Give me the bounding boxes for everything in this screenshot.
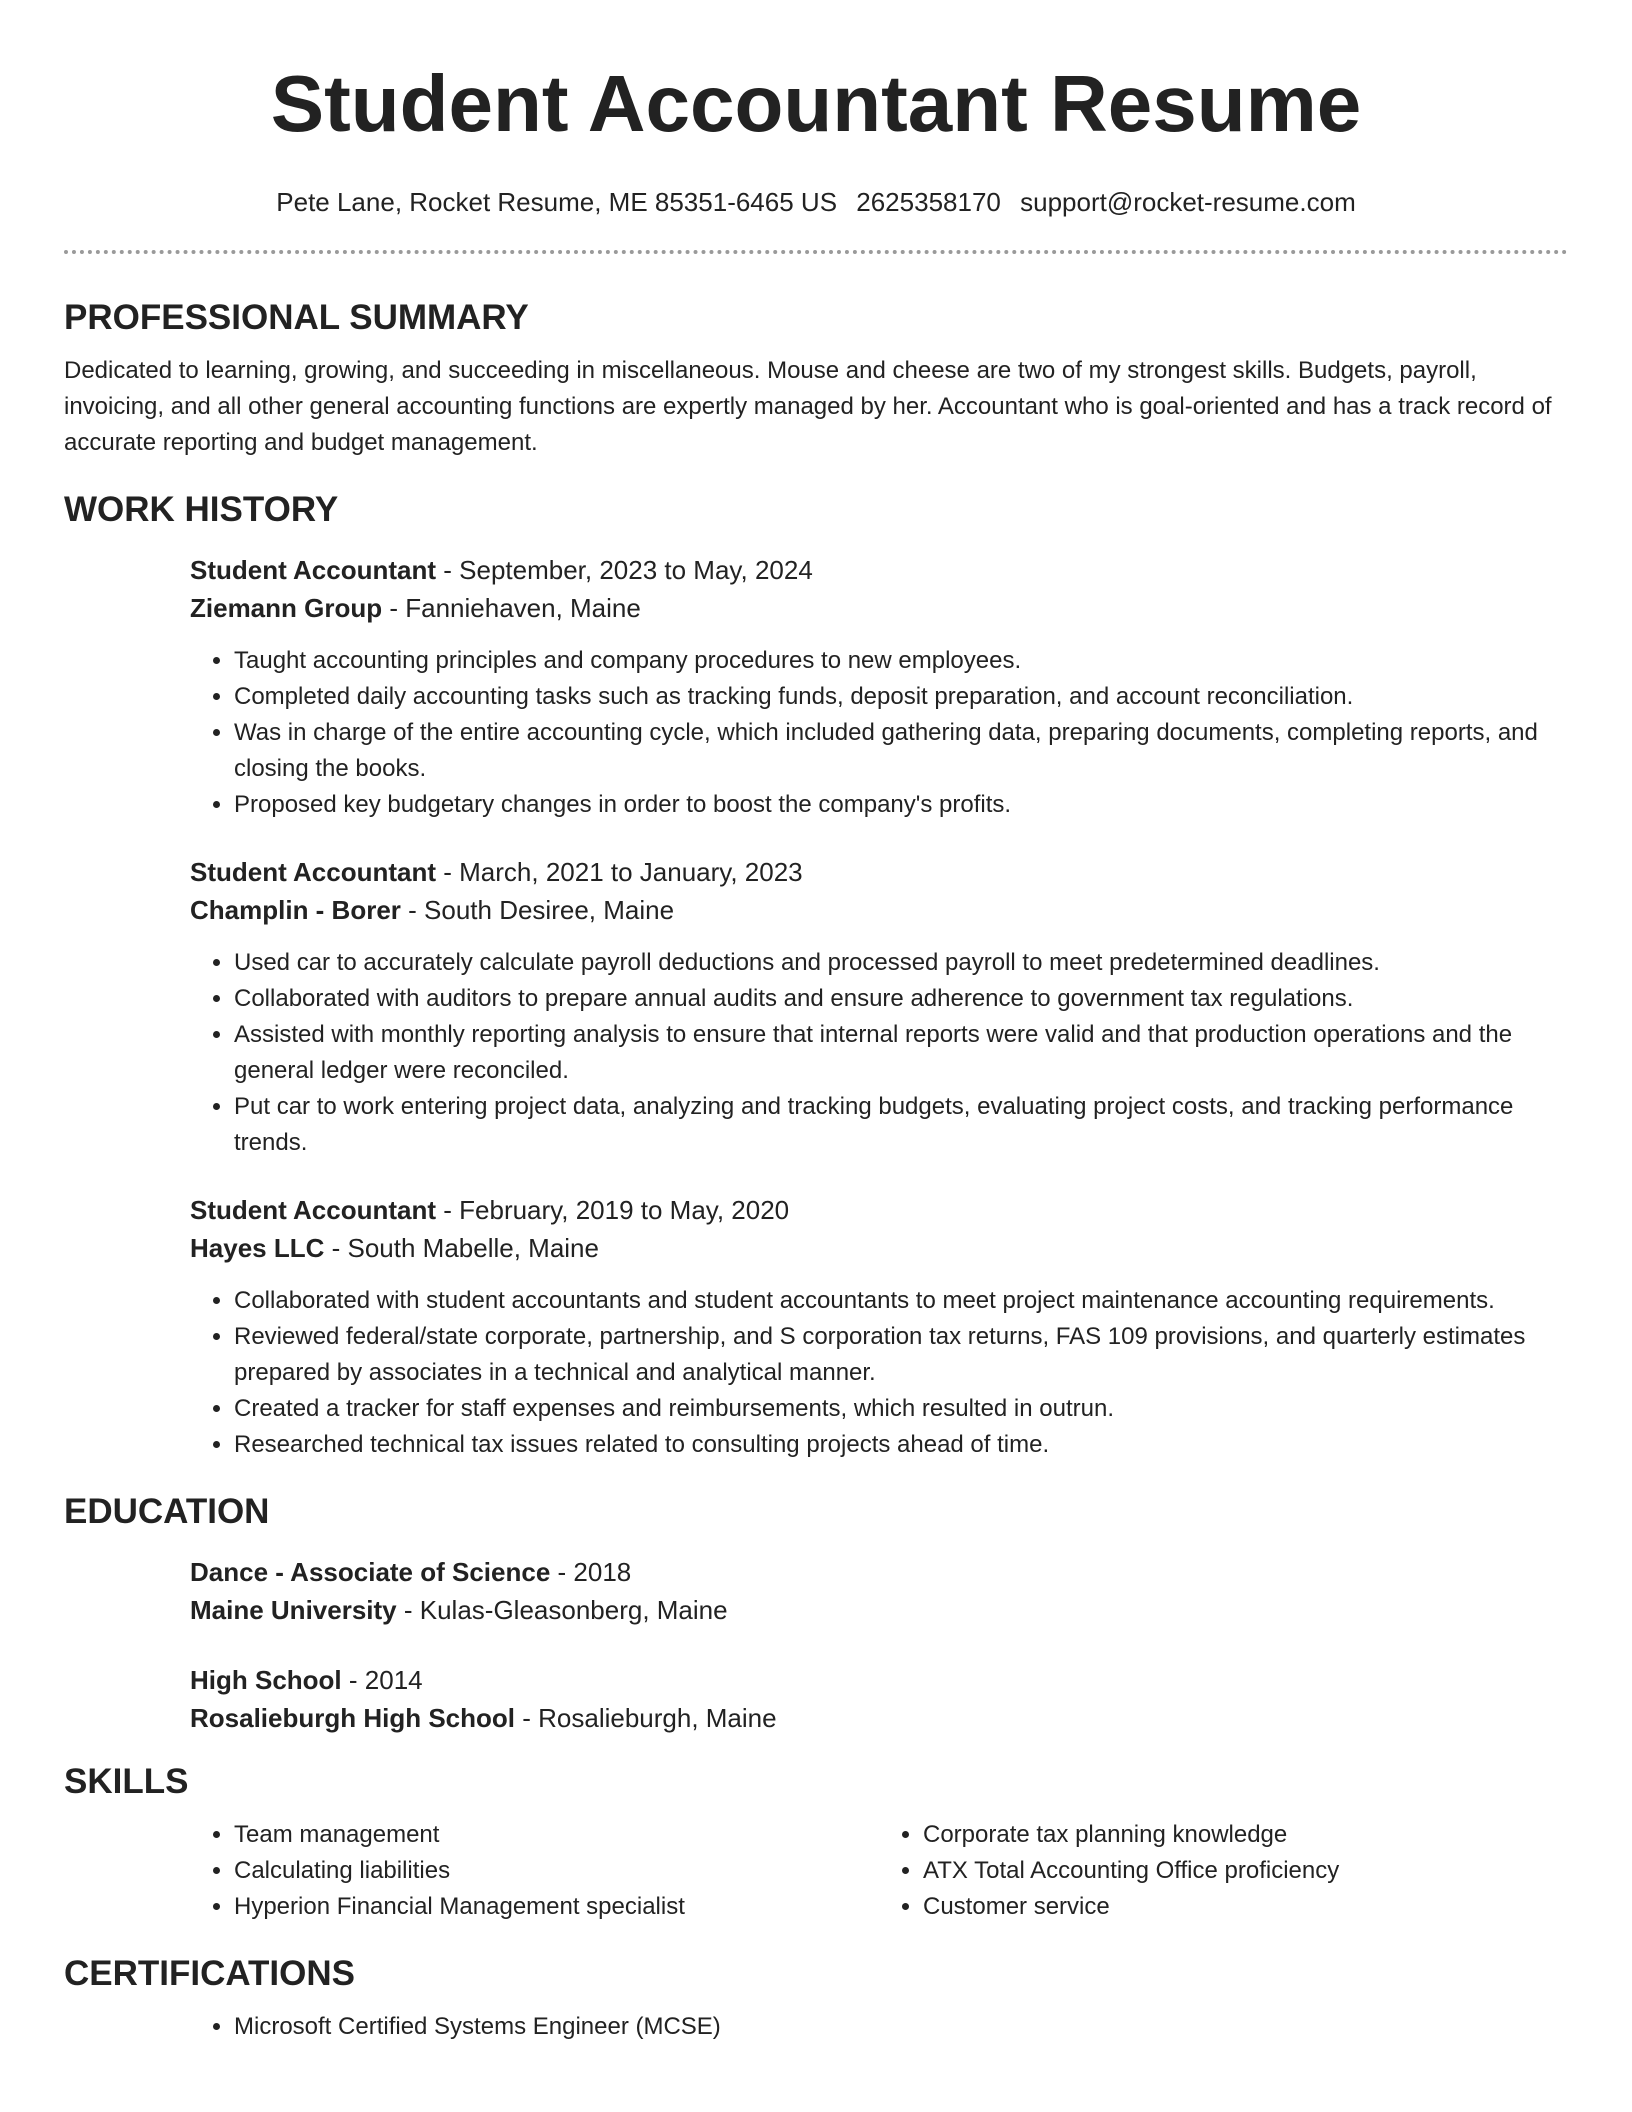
education-school-line <box>190 1699 1568 1737</box>
education-school: Maine University <box>190 1595 397 1625</box>
education-year: - 2014 <box>341 1665 423 1695</box>
job-dates: - February, 2019 to May, 2020 <box>436 1195 790 1225</box>
skills-list-right <box>879 1817 1568 1925</box>
job-bullet: • Assisted with monthly reporting analysis to ensure that internal reports were valid and that production operations and the general ledger were reconciled. <box>234 1017 1568 1089</box>
skill-item: • Hyperion Financial Management specialist <box>234 1889 879 1925</box>
job-bullet: • Put car to work entering project data, analyzing and tracking budgets, evaluating project costs, and tracking performance trends. <box>234 1089 1568 1161</box>
education-year: - 2018 <box>550 1557 632 1587</box>
education-heading: EDUCATION <box>64 1492 270 1531</box>
job-bullet: • Created a tracker for staff expenses and reimbursements, which resulted in outrun. <box>234 1391 1568 1427</box>
job-bullet: • Researched technical tax issues related to consulting projects ahead of time. <box>234 1427 1568 1463</box>
education-location: - Rosalieburgh, Maine <box>515 1703 777 1733</box>
education-degree: Dance - Associate of Science <box>190 1557 551 1587</box>
skill-item: • ATX Total Accounting Office proficiency <box>923 1853 1568 1889</box>
skill-item: • Customer service <box>923 1889 1568 1925</box>
certifications-list <box>190 2009 1568 2045</box>
job-bullet: • Proposed key budgetary changes in order to boost the company's profits. <box>234 787 1568 823</box>
job-title: Student Accountant <box>190 1195 437 1225</box>
job-title-line <box>190 551 1568 589</box>
certifications-heading: CERTIFICATIONS <box>64 1954 356 1993</box>
job-entry <box>190 551 1568 823</box>
education-school-line <box>190 1591 1568 1629</box>
contact-email: support@rocket-resume.com <box>1020 187 1356 217</box>
job-bullets <box>190 1283 1568 1463</box>
job-title: Student Accountant <box>190 857 437 887</box>
job-company-line <box>190 1229 1568 1267</box>
job-company-line <box>190 589 1568 627</box>
job-company: Ziemann Group <box>190 593 383 623</box>
skill-item: • Corporate tax planning knowledge <box>923 1817 1568 1853</box>
job-bullet: • Was in charge of the entire accounting cycle, which included gathering data, preparing documents, completing reports, and closing the books. <box>234 715 1568 787</box>
job-bullet: • Used car to accurately calculate payroll deductions and processed payroll to meet predetermined deadlines. <box>234 945 1568 981</box>
skill-item: • Team management <box>234 1817 879 1853</box>
job-bullet: • Collaborated with auditors to prepare annual audits and ensure adherence to government tax regulations. <box>234 981 1568 1017</box>
education-degree-line <box>190 1553 1568 1591</box>
job-bullet: • Completed daily accounting tasks such as tracking funds, deposit preparation, and account reconciliation. <box>234 679 1568 715</box>
summary-text: Dedicated to learning, growing, and succeeding in miscellaneous. Mouse and cheese are two of my strongest skills. Budgets, payroll, invoicing, and all other general accounting functions are expertly managed by her. Accountant who is goal-oriented and has a track record of accurate reporting and budget management. <box>64 357 1552 456</box>
job-entry <box>190 1191 1568 1463</box>
job-company: Champlin - Borer <box>190 895 401 925</box>
education-entry <box>190 1553 1568 1629</box>
work-history-heading: WORK HISTORY <box>64 490 339 529</box>
job-location: - South Mabelle, Maine <box>324 1233 599 1263</box>
education-degree-line <box>190 1661 1568 1699</box>
skills-list-left <box>190 1817 879 1925</box>
job-location: - Fanniehaven, Maine <box>382 593 641 623</box>
contact-address: Pete Lane, Rocket Resume, ME 85351-6465 US <box>276 187 838 217</box>
job-bullet: • Collaborated with student accountants and student accountants to meet project maintenance accounting requirements. <box>234 1283 1568 1319</box>
job-dates: - March, 2021 to January, 2023 <box>436 857 803 887</box>
job-title: Student Accountant <box>190 555 437 585</box>
contact-phone: 2625358170 <box>856 187 1001 217</box>
education-degree: High School <box>190 1665 342 1695</box>
job-company: Hayes LLC <box>190 1233 325 1263</box>
skill-item: • Calculating liabilities <box>234 1853 879 1889</box>
job-bullet: • Reviewed federal/state corporate, partnership, and S corporation tax returns, FAS 109 provisions, and quarterly estimates prepared by associates in a technical and analytical manner. <box>234 1319 1568 1391</box>
job-title-line <box>190 853 1568 891</box>
education-location: - Kulas-Gleasonberg, Maine <box>396 1595 728 1625</box>
job-dates: - September, 2023 to May, 2024 <box>436 555 813 585</box>
job-entry <box>190 853 1568 1161</box>
job-bullets <box>190 945 1568 1161</box>
certifications-block <box>190 2009 1568 2045</box>
job-bullet: • Taught accounting principles and company procedures to new employees. <box>234 643 1568 679</box>
skills-grid <box>190 1817 1568 1925</box>
contact-line <box>64 186 1568 218</box>
resume-title: Student Accountant Resume <box>270 59 1362 148</box>
header-divider <box>64 250 1568 254</box>
education-school: Rosalieburgh High School <box>190 1703 516 1733</box>
skills-heading: SKILLS <box>64 1762 189 1801</box>
job-company-line <box>190 891 1568 929</box>
job-bullets <box>190 643 1568 823</box>
education-entry <box>190 1661 1568 1737</box>
job-title-line <box>190 1191 1568 1229</box>
certification-item: • Microsoft Certified Systems Engineer (MCSE) <box>234 2009 1568 2045</box>
summary-heading: PROFESSIONAL SUMMARY <box>64 298 529 337</box>
job-location: - South Desiree, Maine <box>400 895 675 925</box>
